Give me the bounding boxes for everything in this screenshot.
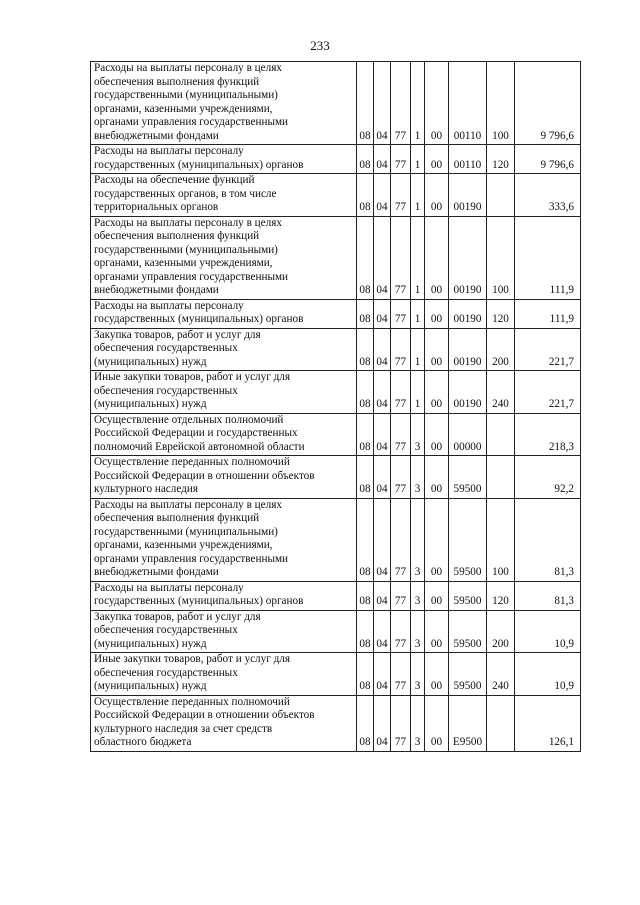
subprogram-code: 1	[411, 62, 425, 145]
main-activity-code: 00	[425, 498, 449, 581]
subsection-code: 04	[374, 456, 391, 499]
subprogram-code: 3	[411, 610, 425, 653]
table-row	[91, 371, 581, 414]
item-name: Расходы на выплаты персоналу в целях обеспечения выполнения функций государственными (муниципальными) органами, казенными учреждениями, органами управления государственными внебюджетными фондами	[91, 62, 357, 145]
subsection-code: 04	[374, 653, 391, 696]
subsection-code: 04	[374, 299, 391, 328]
section-code: 08	[357, 581, 374, 610]
subprogram-code: 1	[411, 216, 425, 299]
amount: 221,7	[515, 328, 581, 371]
subprogram-code: 3	[411, 413, 425, 456]
subprogram-code: 3	[411, 581, 425, 610]
subsection-code: 04	[374, 328, 391, 371]
subprogram-code: 1	[411, 299, 425, 328]
section-code: 08	[357, 498, 374, 581]
table-row	[91, 299, 581, 328]
direction-code: 00190	[449, 299, 487, 328]
program-code: 77	[391, 62, 411, 145]
main-activity-code: 00	[425, 371, 449, 414]
subprogram-code: 3	[411, 695, 425, 751]
amount: 9 796,6	[515, 62, 581, 145]
main-activity-code: 00	[425, 581, 449, 610]
subsection-code: 04	[374, 174, 391, 217]
amount: 333,6	[515, 174, 581, 217]
subprogram-code: 1	[411, 328, 425, 371]
direction-code: 00110	[449, 62, 487, 145]
budget-table	[90, 61, 581, 752]
program-code: 77	[391, 299, 411, 328]
main-activity-code: 00	[425, 299, 449, 328]
item-name: Расходы на выплаты персоналу государственных (муниципальных) органов	[91, 145, 357, 174]
expense-type-code	[487, 456, 515, 499]
main-activity-code: 00	[425, 695, 449, 751]
subsection-code: 04	[374, 695, 391, 751]
item-name: Осуществление переданных полномочий Российской Федерации в отношении объектов культурного наследия за счет средств областного бюджета	[91, 695, 357, 751]
table-row	[91, 498, 581, 581]
expense-type-code: 100	[487, 62, 515, 145]
subsection-code: 04	[374, 581, 391, 610]
program-code: 77	[391, 581, 411, 610]
subsection-code: 04	[374, 610, 391, 653]
amount: 81,3	[515, 498, 581, 581]
subsection-code: 04	[374, 62, 391, 145]
amount: 111,9	[515, 216, 581, 299]
section-code: 08	[357, 299, 374, 328]
amount: 111,9	[515, 299, 581, 328]
direction-code: 59500	[449, 498, 487, 581]
amount: 221,7	[515, 371, 581, 414]
program-code: 77	[391, 371, 411, 414]
main-activity-code: 00	[425, 610, 449, 653]
subprogram-code: 3	[411, 498, 425, 581]
item-name: Закупка товаров, работ и услуг для обеспечения государственных (муниципальных) нужд	[91, 610, 357, 653]
direction-code: 59500	[449, 653, 487, 696]
amount: 10,9	[515, 610, 581, 653]
expense-type-code: 240	[487, 371, 515, 414]
direction-code: 59500	[449, 581, 487, 610]
subsection-code: 04	[374, 413, 391, 456]
direction-code: 00190	[449, 371, 487, 414]
direction-code: 00190	[449, 174, 487, 217]
subprogram-code: 1	[411, 371, 425, 414]
section-code: 08	[357, 456, 374, 499]
item-name: Расходы на выплаты персоналу государственных (муниципальных) органов	[91, 581, 357, 610]
subsection-code: 04	[374, 145, 391, 174]
program-code: 77	[391, 695, 411, 751]
program-code: 77	[391, 145, 411, 174]
program-code: 77	[391, 413, 411, 456]
expense-type-code	[487, 413, 515, 456]
table-row	[91, 413, 581, 456]
table-row	[91, 695, 581, 751]
expense-type-code: 120	[487, 581, 515, 610]
section-code: 08	[357, 328, 374, 371]
item-name: Иные закупки товаров, работ и услуг для обеспечения государственных (муниципальных) нужд	[91, 653, 357, 696]
main-activity-code: 00	[425, 413, 449, 456]
expense-type-code: 100	[487, 216, 515, 299]
amount: 9 796,6	[515, 145, 581, 174]
main-activity-code: 00	[425, 653, 449, 696]
main-activity-code: 00	[425, 216, 449, 299]
direction-code: E9500	[449, 695, 487, 751]
section-code: 08	[357, 216, 374, 299]
expense-type-code: 200	[487, 328, 515, 371]
direction-code: 00110	[449, 145, 487, 174]
section-code: 08	[357, 695, 374, 751]
item-name: Расходы на обеспечение функций государственных органов, в том числе территориальных органов	[91, 174, 357, 217]
amount: 10,9	[515, 653, 581, 696]
expense-type-code: 100	[487, 498, 515, 581]
section-code: 08	[357, 371, 374, 414]
direction-code: 00190	[449, 216, 487, 299]
item-name: Расходы на выплаты персоналу государственных (муниципальных) органов	[91, 299, 357, 328]
amount: 126,1	[515, 695, 581, 751]
section-code: 08	[357, 413, 374, 456]
expense-type-code: 120	[487, 145, 515, 174]
item-name: Расходы на выплаты персоналу в целях обеспечения выполнения функций государственными (муниципальными) органами, казенными учреждениями, органами управления государственными внебюджетными фондами	[91, 498, 357, 581]
item-name: Иные закупки товаров, работ и услуг для обеспечения государственных (муниципальных) нужд	[91, 371, 357, 414]
table-row	[91, 456, 581, 499]
table-row	[91, 581, 581, 610]
table-row	[91, 653, 581, 696]
subprogram-code: 1	[411, 174, 425, 217]
expense-type-code	[487, 695, 515, 751]
item-name: Осуществление отдельных полномочий Российской Федерации и государственных полномочий Еврейской автономной области	[91, 413, 357, 456]
main-activity-code: 00	[425, 456, 449, 499]
program-code: 77	[391, 610, 411, 653]
subprogram-code: 3	[411, 456, 425, 499]
subprogram-code: 1	[411, 145, 425, 174]
subprogram-code: 3	[411, 653, 425, 696]
expense-type-code: 200	[487, 610, 515, 653]
table-row	[91, 328, 581, 371]
item-name: Расходы на выплаты персоналу в целях обеспечения выполнения функций государственными (муниципальными) органами, казенными учреждениями, органами управления государственными внебюджетными фондами	[91, 216, 357, 299]
table-body	[91, 62, 581, 752]
table-row	[91, 145, 581, 174]
program-code: 77	[391, 328, 411, 371]
program-code: 77	[391, 216, 411, 299]
main-activity-code: 00	[425, 145, 449, 174]
subsection-code: 04	[374, 371, 391, 414]
main-activity-code: 00	[425, 62, 449, 145]
table-row	[91, 610, 581, 653]
subsection-code: 04	[374, 498, 391, 581]
direction-code: 59500	[449, 456, 487, 499]
program-code: 77	[391, 653, 411, 696]
subsection-code: 04	[374, 216, 391, 299]
section-code: 08	[357, 145, 374, 174]
amount: 92,2	[515, 456, 581, 499]
direction-code: 00190	[449, 328, 487, 371]
main-activity-code: 00	[425, 328, 449, 371]
section-code: 08	[357, 610, 374, 653]
program-code: 77	[391, 498, 411, 581]
section-code: 08	[357, 62, 374, 145]
program-code: 77	[391, 456, 411, 499]
table-row	[91, 216, 581, 299]
section-code: 08	[357, 653, 374, 696]
page-number: 233	[310, 38, 330, 53]
direction-code: 59500	[449, 610, 487, 653]
section-code: 08	[357, 174, 374, 217]
amount: 218,3	[515, 413, 581, 456]
table-row	[91, 62, 581, 145]
program-code: 77	[391, 174, 411, 217]
expense-type-code: 120	[487, 299, 515, 328]
table-row	[91, 174, 581, 217]
expense-type-code: 240	[487, 653, 515, 696]
amount: 81,3	[515, 581, 581, 610]
item-name: Осуществление переданных полномочий Российской Федерации в отношении объектов культурного наследия	[91, 456, 357, 499]
main-activity-code: 00	[425, 174, 449, 217]
expense-type-code	[487, 174, 515, 217]
item-name: Закупка товаров, работ и услуг для обеспечения государственных (муниципальных) нужд	[91, 328, 357, 371]
direction-code: 00000	[449, 413, 487, 456]
